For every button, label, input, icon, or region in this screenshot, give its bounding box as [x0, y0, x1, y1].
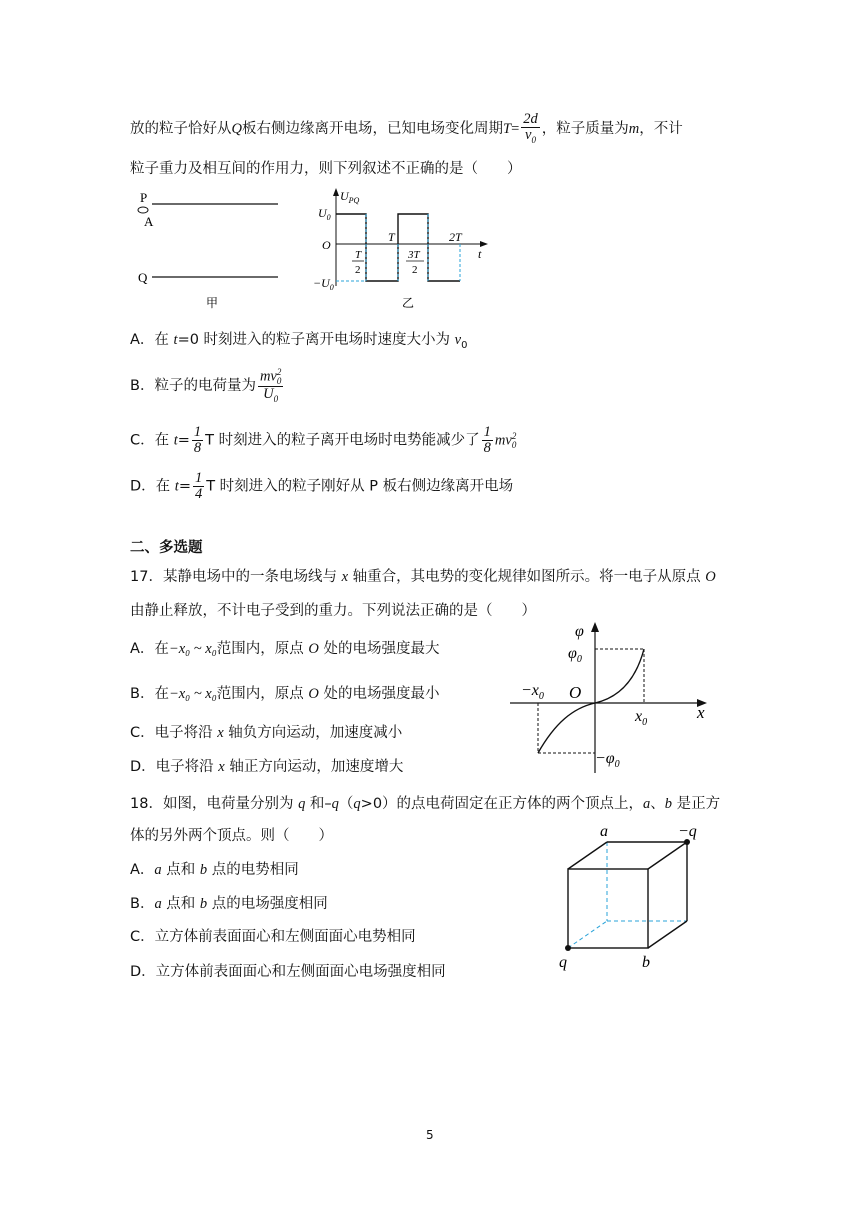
q18-option-D: D．立方体前表面面心和左侧面面心电场强度相同: [130, 964, 446, 980]
svg-text:−U0: $-U_0$: [313, 276, 334, 292]
q17-line2: 由静止释放，不计电子受到的重力。下列说法正确的是（ ）: [130, 603, 536, 619]
charge-positive-icon: [565, 945, 571, 951]
q17-option-B: B．在−x₀ ~ x₀范围内，原点 O 处的电场强度最小: [130, 686, 440, 702]
svg-text:x0: $x_0$: [635, 708, 648, 728]
svg-text:x: x: [697, 703, 705, 722]
svg-text:−φ0: $-\varphi_0$: [595, 750, 620, 770]
q17-line1: 17．某静电场中的一条电场线与 x 轴重合，其电势的变化规律如图所示。将一电子从原点 O: [130, 569, 716, 585]
q18-option-C: C．立方体前表面面心和左侧面面心电势相同: [130, 929, 416, 945]
q17-option-C: C．电子将沿 x 轴负方向运动，加速度减小: [130, 725, 403, 741]
q16-line2: 粒子重力及相互间的作用力，则下列叙述不正确的是（ ）: [130, 161, 522, 177]
potential-curve: [538, 649, 644, 753]
svg-text:O: O: [322, 238, 331, 252]
svg-text:b: b: [642, 954, 650, 971]
q17-option-A: A．在−x₀ ~ x₀范围内，原点 O 处的电场强度最大: [130, 641, 440, 657]
q16-line1: 放的粒子恰好从Q板右侧边缘离开电场，已知电场变化周期T= $\frac{2d}{v_0}$ ，粒子质量为m，不计: [130, 111, 683, 146]
svg-text:φ0: $\varphi_0$: [568, 645, 582, 665]
q18-line2: 体的另外两个顶点。则（ ）: [130, 828, 333, 844]
svg-text:UPQ: $U_{PQ}$: [340, 189, 360, 205]
q16-option-A: A．在 t=0 时刻进入的粒子离开电场时速度大小为 $v_0$: [130, 332, 468, 351]
q16-option-B: B．粒子的电荷量为 mv 2 0 $U_0$: [130, 367, 282, 404]
label-A: A: [144, 214, 154, 229]
q18-option-A: A．a 点和 b 点的电势相同: [130, 862, 299, 878]
section-heading: 二、多选题: [130, 540, 203, 556]
svg-text:2T: 2T: [449, 230, 462, 244]
potential-graph: [505, 618, 730, 778]
q18-option-B: B．a 点和 b 点的电场强度相同: [130, 896, 328, 912]
svg-text:2: 2: [355, 264, 361, 276]
label-Q: Q: [138, 270, 148, 285]
label-P: P: [140, 190, 148, 205]
q16-option-D: D．在 t= $\frac{1}{4}$ T 时刻进入的粒子刚好从 P 板右侧边缘离开电场: [130, 470, 514, 503]
figure-yi: [312, 186, 492, 316]
page-number: 5: [426, 1128, 434, 1142]
caption-jia: 甲: [206, 296, 219, 310]
particle-source-icon: [138, 207, 148, 213]
svg-text:T: T: [355, 249, 362, 261]
svg-text:乙: 乙: [402, 296, 415, 310]
svg-text:U0: $U_0$: [318, 206, 331, 222]
svg-text:φ: φ: [575, 623, 584, 640]
period-fraction: $\frac{2d}{v_0}$: [523, 111, 538, 146]
svg-text:3T: 3T: [408, 249, 420, 261]
cube-figure: [550, 818, 710, 978]
svg-text:q: q: [559, 954, 567, 971]
svg-text:2: 2: [412, 264, 418, 276]
svg-text:T: T: [388, 230, 395, 244]
q17-option-D: D．电子将沿 x 轴正方向运动，加速度增大: [130, 759, 404, 775]
q18-line1: 18．如图，电荷量分别为 q 和–q（q>0）的点电荷固定在正方体的两个顶点上，a、b 是正方: [130, 796, 721, 812]
figure-jia: [130, 190, 290, 315]
svg-text:−q: −q: [678, 823, 697, 840]
svg-text:a: a: [600, 823, 608, 840]
svg-text:−x0: $-x_0$: [521, 682, 544, 702]
svg-text:O: O: [569, 683, 582, 702]
q16-option-C: C．在 t= $\frac{1}{8}$ T 时刻进入的粒子离开电场时电势能减少了 $\frac{1}{8}$ mv 2 0: [130, 424, 517, 457]
svg-text:t: t: [478, 247, 482, 261]
